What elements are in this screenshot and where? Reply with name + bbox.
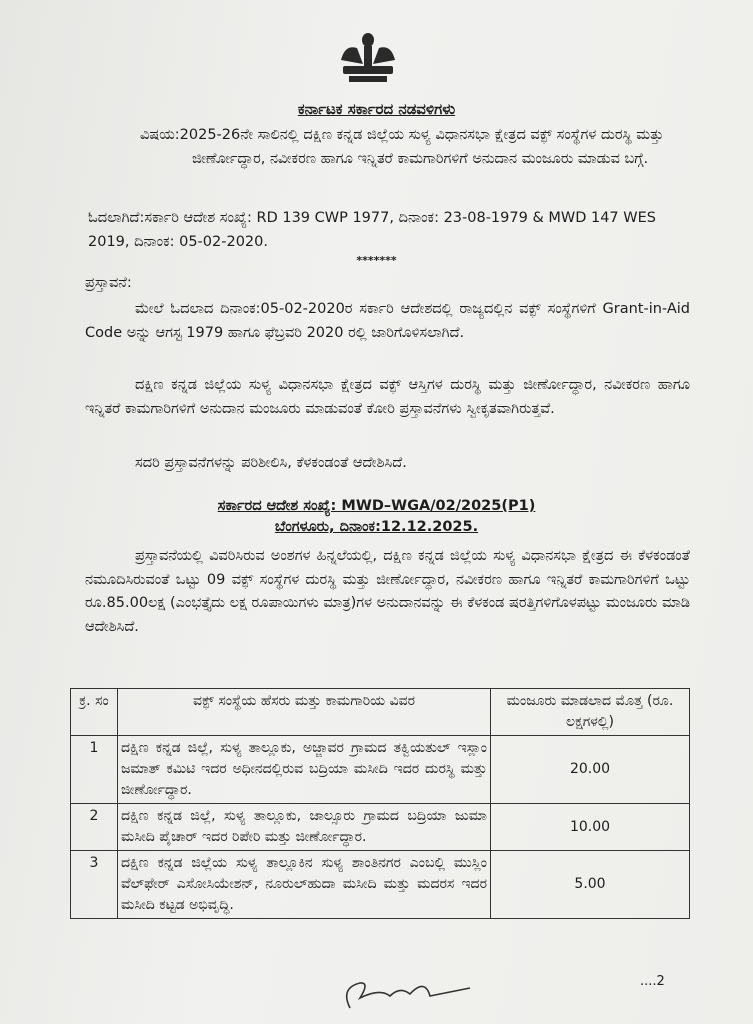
- subject-text: 2025-26ನೇ ಸಾಲಿನಲ್ಲಿ ದಕ್ಷಿಣ ಕನ್ನಡ ಜಿಲ್ಲೆಯ ಸುಳ್ಯ ವಿಧಾನಸಭಾ ಕ್ಷೇತ್ರದ ವಕ್ಫ್ ಸಂಸ್ಥೆಗಳ ದುರಸ್ಥಿ ಮತ್ತು ಜೀರ್ಣೋದ್ಧಾರ, ನವೀಕರಣ ಹಾಗೂ ಇನ್ನಿತರೆ ಕಾಮಗಾರಿಗಳಿಗೆ ಅನುದಾನ ಮಂಜೂರು ಮಾಡುವ ಬಗ್ಗೆ.: [179, 127, 664, 167]
- row-serial: 3: [71, 851, 118, 919]
- row-serial: 1: [71, 736, 118, 804]
- row-description: ದಕ್ಷಿಣ ಕನ್ನಡ ಜಿಲ್ಲೆಯ ಸುಳ್ಯ ತಾಲ್ಲೂಕಿನ ಸುಳ್ಯ ಶಾಂತಿನಗರ ಎಂಬಲ್ಲಿ ಮುಸ್ಲಿಂ ವೆಲ್‌ಫೇರ್ ಎಸೋಸಿಯೇಶನ್, ನೂರುಲ್‌ಹುದಾ ಮಸೀದಿ ಮತ್ತು ಮದರಸ ಇದರ ಮಸೀದಿ ಕಟ್ಟಡ ಅಭಿವೃದ್ಧಿ.: [118, 851, 491, 919]
- page-continuation: ....2: [640, 974, 665, 989]
- header-description: ವಕ್ಫ್ ಸಂಸ್ಥೆಯ ಹೆಸರು ಮತ್ತು ಕಾಮಗಾರಿಯ ವಿವರ: [118, 689, 491, 736]
- header-serial: ಕ್ರ. ಸಂ: [71, 689, 118, 736]
- separator: *******: [356, 254, 397, 267]
- row-description: ದಕ್ಷಿಣ ಕನ್ನಡ ಜಿಲ್ಲೆ, ಸುಳ್ಯ ತಾಲ್ಲೂಕು, ಅಜ್ಜಾವರ ಗ್ರಾಮದ ತಕ್ವಿಯತುಲ್ ಇಸ್ಲಾಂ ಜಮಾತ್ ಕಮಿಟಿ ಇದರ ಅಧೀನದಲ್ಲಿರುವ ಬದ್ರಿಯಾ ಮಸೀದಿ ಇದರ ದುರಸ್ಥಿ ಮತ್ತು ಜೀರ್ಣೋದ್ಧಾರ.: [118, 736, 491, 804]
- row-amount: 20.00: [491, 736, 690, 804]
- row-serial: 2: [71, 804, 118, 851]
- table-header-row: [71, 689, 690, 736]
- document-title: ಕರ್ನಾಟಕ ಸರ್ಕಾರದ ನಡವಳಿಗಳು: [297, 100, 456, 118]
- preamble-paragraph-1: ಮೇಲೆ ಓದಲಾದ ದಿನಾಂಕ:05-02-2020ರ ಸರ್ಕಾರಿ ಆದೇಶದಲ್ಲಿ ರಾಜ್ಯದಲ್ಲಿನ ವಕ್ಫ್ ಸಂಸ್ಥೆಗಳಿಗೆ Grant-in-Aid Code ಅನ್ನು ಆಗಸ್ಟ 1979 ಹಾಗೂ ಫೆಬ್ರವರಿ 2020 ರಲ್ಲಿ ಜಾರಿಗೊಳಿಸಲಾಗಿದೆ.: [85, 301, 690, 341]
- preamble-paragraph-3: ಸದರಿ ಪ್ರಸ್ತಾವನೆಗಳನ್ನು ಪರಿಶೀಲಿಸಿ, ಕೆಳಕಂಡಂತೆ ಆದೇಶಿಸಿದೆ.: [135, 455, 407, 471]
- preamble-paragraph-2: ದಕ್ಷಿಣ ಕನ್ನಡ ಜಿಲ್ಲೆಯ ಸುಳ್ಯ ವಿಧಾನಸಭಾ ಕ್ಷೇತ್ರದ ವಕ್ಫ್ ಆಸ್ತಿಗಳ ದುರಸ್ಥಿ ಮತ್ತು ಜೀರ್ಣೋದ್ಧಾರ, ನವೀಕರಣ ಹಾಗೂ ಇನ್ನಿತರೆ ಕಾಮಗಾರಿಗಳಿಗೆ ಅನುದಾನ ಮಂಜೂರು ಮಾಡುವಂತೆ ಕೋರಿ ಪ್ರಸ್ತಾವನೆಗಳು ಸ್ವೀಕೃತವಾಗಿರುತ್ತವೆ.: [85, 377, 690, 417]
- order-place-date: ಬೆಂಗಳೂರು, ದಿನಾಂಕ:12.12.2025.: [274, 519, 479, 535]
- table-row: [71, 736, 690, 804]
- grant-table: [70, 688, 690, 919]
- order-body: ಪ್ರಸ್ತಾವನೆಯಲ್ಲಿ ವಿವರಿಸಿರುವ ಅಂಶಗಳ ಹಿನ್ನಲೆಯಲ್ಲಿ, ದಕ್ಷಿಣ ಕನ್ನಡ ಜಿಲ್ಲೆಯ ಸುಳ್ಯ ವಿಧಾನಸಭಾ ಕ್ಷೇತ್ರದ ಈ ಕೆಳಕಂಡಂತೆ ನಮೂದಿಸಿರುವಂತೆ ಒಟ್ಟು 09 ವಕ್ಫ್ ಸಂಸ್ಥೆಗಳ ದುರಸ್ಥಿ ಮತ್ತು ಜೀರ್ಣೋದ್ಧಾರ, ನವೀಕರಣ ಹಾಗೂ ಇನ್ನಿತರೆ ಕಾಮಗಾರಿಗಳಿಗೆ ಒಟ್ಟು ರೂ.85.00ಲಕ್ಷ (ಎಂಭತ್ತೈದು ಲಕ್ಷ ರೂಪಾಯಿಗಳು ಮಾತ್ರ)ಗಳ ಅನುದಾನವನ್ನು ಈ ಕೆಳಕಂಡ ಷರತ್ತಿಗಳಿಗೊಳಪಟ್ಟು ಮಂಜೂರು ಮಾಡಿ ಆದೇಶಿಸಿದೆ.: [85, 548, 690, 635]
- preamble-heading: ಪ್ರಸ್ತಾವನೆ:: [85, 275, 132, 291]
- subject-block: [140, 124, 732, 171]
- header-amount: ಮಂಜೂರು ಮಾಡಲಾದ ಮೊತ್ತ (ರೂ. ಲಕ್ಷಗಳಲ್ಲಿ): [491, 689, 690, 736]
- reference-label: ಓದಲಾಗಿದೆ:: [88, 210, 145, 226]
- subject-label: ವಿಷಯ:: [140, 127, 180, 143]
- order-number: ಸರ್ಕಾರದ ಆದೇಶ ಸಂಖ್ಯೆ: MWD–WGA/02/2025(P1): [217, 498, 536, 514]
- row-amount: 10.00: [491, 804, 690, 851]
- reference-text: ಸರ್ಕಾರಿ ಆದೇಶ ಸಂಖ್ಯೆ: RD 139 CWP 1977, ದಿನಾಂಕ: 23-08-1979 & MWD 147 WES 2019, ದಿನಾಂಕ: 05-02-2020.: [88, 210, 656, 250]
- row-amount: 5.00: [491, 851, 690, 919]
- table-row: [71, 804, 690, 851]
- table-row: [71, 851, 690, 919]
- karnataka-emblem-icon: [335, 30, 401, 86]
- signature-icon: [330, 968, 480, 1018]
- row-description: ದಕ್ಷಿಣ ಕನ್ನಡ ಜಿಲ್ಲೆ, ಸುಳ್ಯ ತಾಲ್ಲೂಕು, ಜಾಲ್ಸೂರು ಗ್ರಾಮದ ಬದ್ರಿಯಾ ಜುಮಾ ಮಸೀದಿ ಪೈಚಾರ್ ಇದರ ರಿಪೇರಿ ಮತ್ತು ಜೀರ್ಣೋದ್ಧಾರ.: [118, 804, 491, 851]
- reference-block: [88, 207, 688, 254]
